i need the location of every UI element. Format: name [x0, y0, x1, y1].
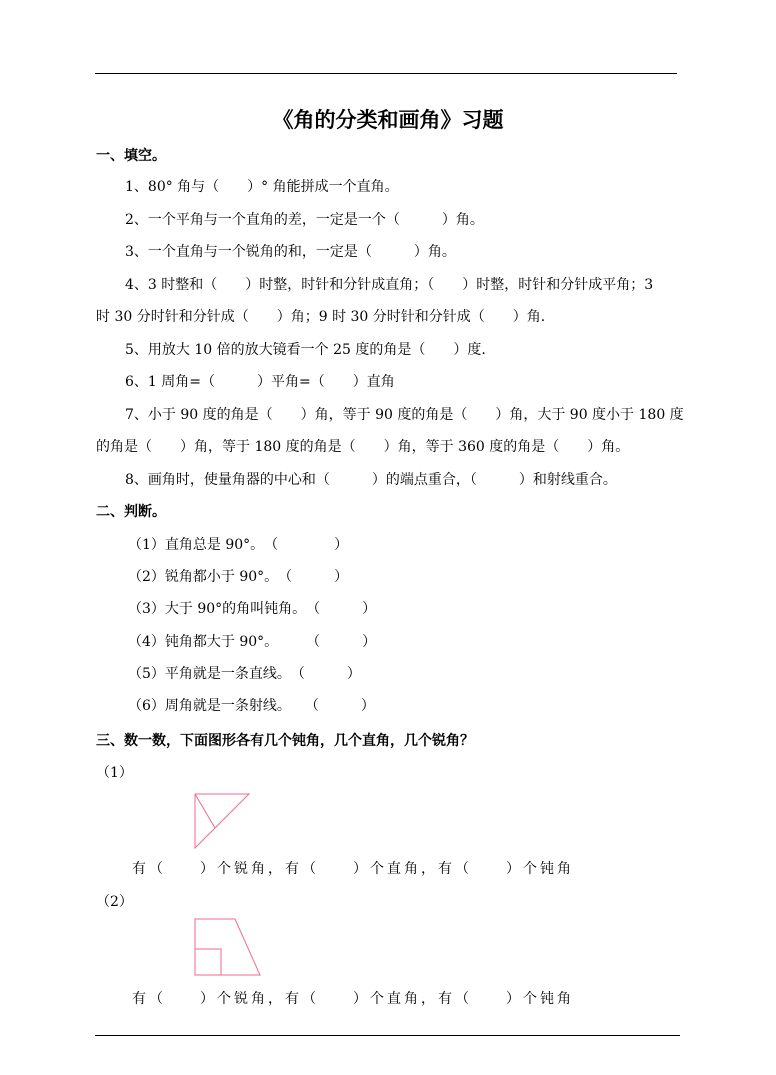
section-heading-judge: 二、判断。 — [96, 504, 166, 520]
question-7-line-1: 7、小于 90 度的角是（ ）角，等于 90 度的角是（ ）角，大于 90 度小于 180 度 — [125, 407, 684, 423]
question-4-line-2: 时 30 分时针和分针成（ ）角；9 时 30 分时针和分针成（ ）角. — [96, 309, 546, 325]
trapezoid-figure-icon — [192, 916, 264, 978]
judge-item-6: （6）周角就是一条射线。 （ ） — [128, 698, 375, 714]
judge-item-2: （2）锐角都小于 90°。 （ ） — [128, 569, 349, 585]
question-7-line-2: 的角是（ ）角，等于 180 度的角是（ ）角，等于 360 度的角是（ ）角。 — [96, 439, 630, 455]
question-3: 3、一个直角与一个锐角的和，一定是（ ）角。 — [125, 244, 456, 260]
judge-item-5: （5）平角就是一条直线。 （ ） — [128, 666, 361, 682]
problem-2-answer: 有（ ）个锐角，有（ ）个直角，有（ ）个钝角 — [132, 991, 574, 1007]
question-6: 6、1 周角=（ ）平角=（ ）直角 — [125, 374, 395, 390]
judge-item-1: （1）直角总是 90°。 （ ） — [128, 537, 349, 553]
question-4-line-1: 4、3 时整和（ ）时整，时针和分针成直角；（ ）时整，时针和分针成平角；3 — [125, 277, 654, 293]
judge-item-4: （4）钝角都大于 90°。 （ ） — [128, 634, 377, 650]
question-2: 2、一个平角与一个直角的差，一定是一个（ ）角。 — [125, 212, 484, 228]
page-title: 《角的分类和画角》习题 — [272, 107, 504, 132]
bottom-rule — [95, 1035, 680, 1036]
problem-1-answer: 有（ ）个锐角，有（ ）个直角，有（ ）个钝角 — [132, 861, 574, 877]
question-5: 5、用放大 10 倍的放大镜看一个 25 度的角是（ ）度. — [125, 342, 486, 358]
question-8: 8、画角时，使量角器的中心和（ ）的端点重合，（ ）和射线重合。 — [125, 472, 617, 488]
question-1: 1、80° 角与（ ）° 角能拼成一个直角。 — [125, 179, 399, 195]
judge-item-3: （3）大于 90°的角叫钝角。 （ ） — [128, 601, 377, 617]
problem-1-label: （1） — [96, 765, 133, 781]
top-rule — [95, 73, 677, 74]
triangle-figure-icon — [192, 792, 252, 852]
problem-2-label: （2） — [96, 894, 133, 910]
section-heading-count-angles: 三、数一数，下面图形各有几个钝角，几个直角，几个锐角？ — [96, 733, 474, 749]
section-heading-fill-in: 一、填空。 — [96, 148, 166, 164]
